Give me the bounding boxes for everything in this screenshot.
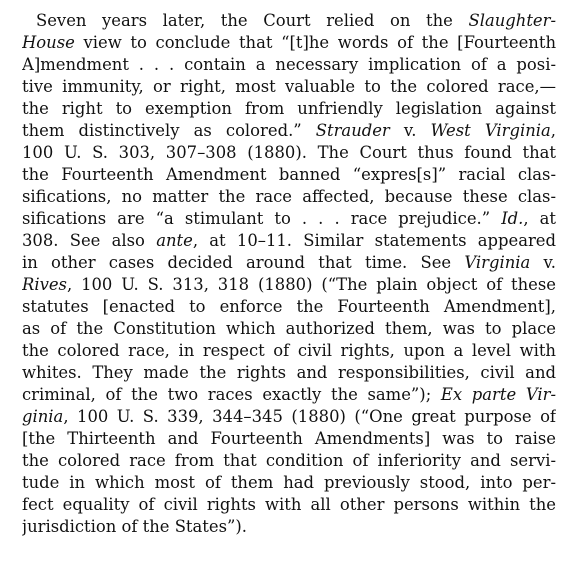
text-line: statutes [enacted to enforce the Fourteenth Amendment],	[22, 297, 556, 316]
text-line: Seven years later, the Court relied on the Slaughter-	[36, 11, 556, 30]
text-line: 308. See also ante, at 10–11. Similar statements appeared	[22, 231, 556, 250]
text-line: tude in which most of them had previously stood, into per-	[22, 473, 556, 492]
text-line: in other cases decided around that time. See Virginia v.	[22, 253, 556, 272]
text-line: ginia, 100 U. S. 339, 344–345 (1880) (“One great purpose of	[22, 407, 556, 426]
text-line: A]mendment . . . contain a necessary implication of a posi-	[22, 55, 556, 74]
text-line: [the Thirteenth and Fourteenth Amendments] was to raise	[22, 429, 556, 448]
text-line: sifications are “a stimulant to . . . race prejudice.” Id., at	[22, 209, 556, 228]
text-line: as of the Constitution which authorized them, was to place	[22, 319, 556, 338]
body-paragraph	[22, 10, 556, 538]
text-line: the colored race, in respect of civil rights, upon a level with	[22, 341, 556, 360]
text-line: jurisdiction of the States”).	[22, 517, 247, 536]
text-line: the Fourteenth Amendment banned “expres[s]” racial clas-	[22, 165, 556, 184]
text-line: them distinctively as colored.” Strauder v. West Virginia,	[22, 121, 556, 140]
text-line: the right to exemption from unfriendly legislation against	[22, 99, 556, 118]
text-line: sifications, no matter the race affected, because these clas-	[22, 187, 556, 206]
text-line: the colored race from that condition of inferiority and servi-	[22, 451, 556, 470]
text-line: House view to conclude that “[t]he words of the [Fourteenth	[22, 33, 556, 52]
text-line: Rives, 100 U. S. 313, 318 (1880) (“The plain object of these	[22, 275, 556, 294]
text-line: whites. They made the rights and responsibilities, civil and	[22, 363, 556, 382]
text-line: tive immunity, or right, most valuable to the colored race,—	[22, 77, 556, 96]
text-line: fect equality of civil rights with all other persons within the	[22, 495, 556, 514]
text-line: 100 U. S. 303, 307–308 (1880). The Court thus found that	[22, 143, 556, 162]
text-line: criminal, of the two races exactly the same”); Ex parte Vir-	[22, 385, 556, 404]
